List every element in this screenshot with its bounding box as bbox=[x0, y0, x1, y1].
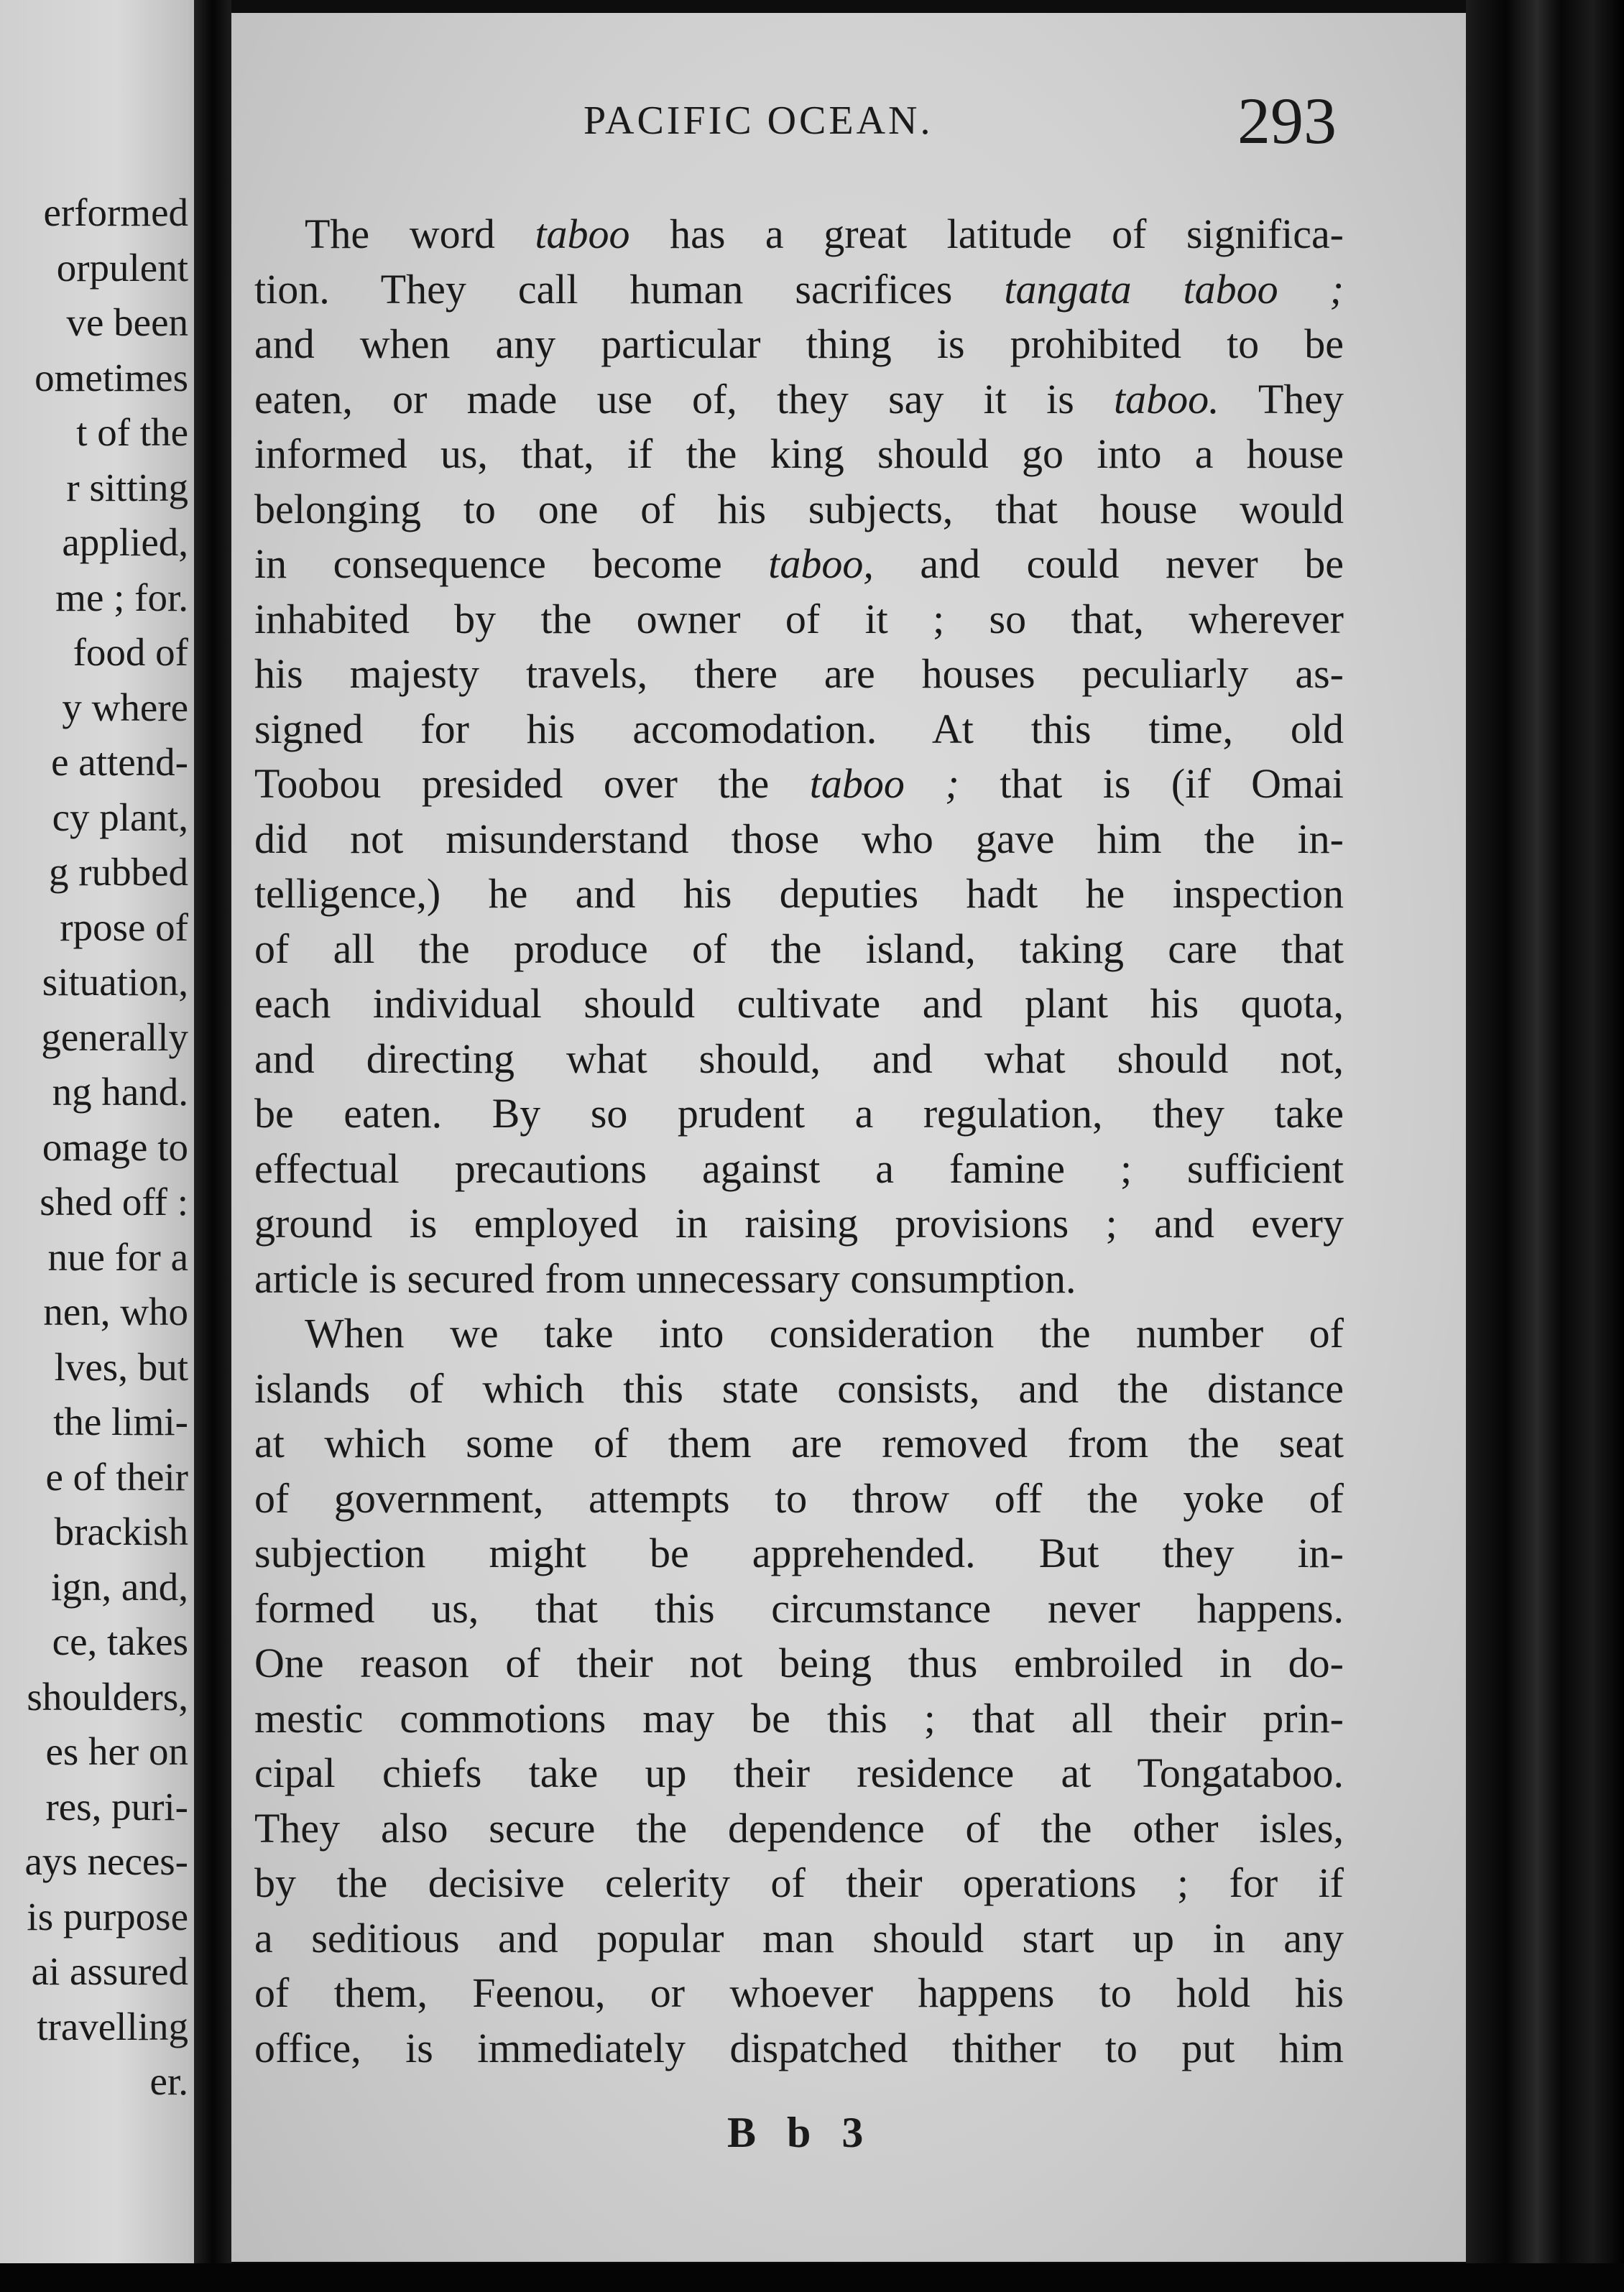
facing-page-line: food of bbox=[73, 630, 188, 674]
facing-page-line: is purpose bbox=[27, 1894, 188, 1939]
text-run: eaten, or made use of, they say it is bbox=[254, 375, 1115, 422]
text-line bbox=[254, 482, 1344, 537]
text-line bbox=[254, 1801, 1344, 1857]
text-run: inhabited by the owner of it ; so that, wherever bbox=[254, 595, 1344, 642]
text-run: office, is immediately dispatched thither to put him bbox=[254, 2024, 1344, 2071]
text-run: by the decisive celerity of their operations ; for if bbox=[254, 1859, 1344, 1906]
facing-page-line: lves, but bbox=[54, 1344, 188, 1389]
text-run: mestic commotions may be this ; that all their prin- bbox=[254, 1694, 1344, 1742]
text-line bbox=[254, 702, 1344, 757]
text-line bbox=[254, 1911, 1344, 1967]
facing-page-line: situation, bbox=[42, 960, 188, 1004]
book-gutter bbox=[194, 0, 231, 2292]
facing-page-line: applied, bbox=[62, 520, 188, 564]
text-line bbox=[254, 1746, 1344, 1801]
facing-page-line: nue for a bbox=[47, 1234, 188, 1279]
text-line bbox=[254, 537, 1344, 592]
facing-page-line: ve been bbox=[66, 300, 188, 344]
text-line bbox=[254, 1086, 1344, 1142]
page-number: 293 bbox=[1237, 84, 1337, 157]
text-run: signed for his accomodation. At this time, old bbox=[254, 705, 1344, 752]
facing-page-line: r sitting bbox=[66, 465, 188, 509]
text-run: The word bbox=[305, 211, 535, 257]
text-run: formed us, that this circumstance never happens. bbox=[254, 1584, 1344, 1632]
text-run: and when any particular thing is prohibited to be bbox=[254, 320, 1344, 367]
text-run: of them, Feenou, or whoever happens to hold his bbox=[254, 1969, 1344, 2016]
text-line bbox=[254, 1032, 1344, 1087]
facing-page-line: t of the bbox=[76, 410, 188, 454]
facing-page-line: shed off : bbox=[40, 1180, 188, 1224]
text-run: belonging to one of his subjects, that house would bbox=[254, 485, 1344, 532]
text-line bbox=[254, 1581, 1344, 1637]
text-run: in consequence become bbox=[254, 540, 769, 587]
text-run: and could never be bbox=[873, 540, 1344, 587]
text-line bbox=[254, 1306, 1344, 1362]
text-line bbox=[254, 812, 1344, 867]
text-line bbox=[254, 1416, 1344, 1471]
text-line bbox=[254, 1636, 1344, 1691]
text-line bbox=[254, 1471, 1344, 1527]
text-run: effectual precautions against a famine ; sufficient bbox=[254, 1145, 1344, 1192]
facing-page-line: es her on bbox=[45, 1729, 188, 1773]
text-line bbox=[254, 262, 1344, 318]
printer-signature-mark: B b 3 bbox=[727, 2109, 874, 2156]
text-run: article is secured from unnecessary consumption. bbox=[254, 1254, 1076, 1302]
text-line bbox=[254, 317, 1344, 372]
facing-page-line: generally bbox=[41, 1015, 188, 1059]
text-line bbox=[254, 592, 1344, 647]
text-run: tion. They call human sacrifices bbox=[254, 265, 1005, 313]
text-line bbox=[254, 2021, 1344, 2076]
facing-page-line: brackish bbox=[54, 1510, 188, 1553]
facing-page-line: orpulent bbox=[56, 245, 188, 290]
facing-page-line: nen, who bbox=[43, 1290, 188, 1334]
text-line bbox=[254, 1526, 1344, 1581]
italic-term: tangata taboo ; bbox=[1004, 265, 1344, 313]
text-line bbox=[254, 757, 1344, 812]
text-line bbox=[254, 647, 1344, 702]
italic-term: taboo, bbox=[768, 540, 874, 587]
facing-page-line: the limi- bbox=[53, 1400, 188, 1443]
text-run: informed us, that, if the king should go into a house bbox=[254, 430, 1344, 477]
text-line bbox=[254, 1362, 1344, 1417]
italic-term: taboo ; bbox=[809, 760, 959, 807]
facing-page-line: shoulders, bbox=[27, 1674, 188, 1719]
italic-term: taboo. bbox=[1114, 375, 1219, 422]
text-run: at which some of them are removed from the seat bbox=[254, 1420, 1344, 1466]
facing-page-line: y where bbox=[62, 685, 188, 729]
text-line bbox=[254, 1142, 1344, 1197]
text-line bbox=[254, 427, 1344, 482]
text-run: Toobou presided over the bbox=[254, 760, 810, 807]
book-page bbox=[231, 13, 1466, 2262]
text-run: subjection might be apprehended. But they in- bbox=[254, 1530, 1344, 1576]
italic-term: taboo bbox=[535, 211, 630, 257]
facing-page-line: omage to bbox=[42, 1124, 188, 1169]
facing-page-line: res, puri- bbox=[45, 1784, 188, 1829]
text-run: be eaten. By so prudent a regulation, they take bbox=[254, 1090, 1344, 1137]
text-run: ground is employed in raising provisions ; and every bbox=[254, 1200, 1344, 1247]
text-line bbox=[254, 976, 1344, 1032]
facing-page-line: ays neces- bbox=[24, 1839, 188, 1883]
text-line bbox=[254, 207, 1344, 262]
text-run: and directing what should, and what should not, bbox=[254, 1035, 1344, 1082]
running-head bbox=[231, 84, 1466, 157]
facing-page-line: cy plant, bbox=[52, 795, 188, 839]
facing-page-line: ai assured bbox=[31, 1949, 188, 1993]
text-line bbox=[254, 1252, 1344, 1307]
facing-page-line: er. bbox=[149, 2059, 188, 2103]
text-line bbox=[254, 922, 1344, 977]
text-run: They also secure the dependence of the other isles, bbox=[254, 1804, 1344, 1852]
facing-page-line: me ; for. bbox=[55, 575, 188, 619]
text-run: One reason of their not being thus embroiled in do- bbox=[254, 1640, 1344, 1686]
facing-page-line: travelling bbox=[37, 2004, 188, 2048]
text-run: islands of which this state consists, and the distance bbox=[254, 1364, 1344, 1412]
text-line bbox=[254, 1966, 1344, 2021]
text-run: that is (if Omai bbox=[959, 760, 1344, 807]
text-run: did not misunderstand those who gave him the in- bbox=[254, 815, 1344, 862]
running-title: PACIFIC OCEAN. bbox=[583, 98, 933, 143]
facing-page-text bbox=[0, 185, 188, 2110]
text-run: his majesty travels, there are houses peculiarly as- bbox=[254, 650, 1344, 697]
facing-page-line: erformed bbox=[43, 190, 188, 234]
text-line bbox=[254, 1691, 1344, 1747]
text-run: each individual should cultivate and plant his quota, bbox=[254, 980, 1344, 1027]
text-line bbox=[254, 372, 1344, 428]
book-fore-edge bbox=[1466, 0, 1624, 2292]
facing-page-line: ce, takes bbox=[52, 1619, 188, 1663]
facing-page-line: ometimes bbox=[34, 355, 188, 399]
facing-page-fragment bbox=[0, 0, 194, 2263]
facing-page-line: g rubbed bbox=[49, 850, 188, 894]
text-run: telligence,) he and his deputies hadt he inspection bbox=[254, 870, 1344, 917]
text-line bbox=[254, 1196, 1344, 1252]
text-run: of government, attempts to throw off the yoke of bbox=[254, 1474, 1344, 1522]
scan-border bbox=[0, 2263, 1624, 2292]
text-run: a seditious and popular man should start up in any bbox=[254, 1914, 1344, 1961]
text-run: They bbox=[1219, 375, 1344, 422]
body-text bbox=[254, 207, 1344, 2076]
text-line bbox=[254, 1856, 1344, 1911]
text-run: When we take into consideration the number of bbox=[305, 1310, 1344, 1357]
facing-page-line: rpose of bbox=[60, 905, 188, 949]
facing-page-line: e of their bbox=[45, 1454, 188, 1499]
facing-page-line: e attend- bbox=[51, 740, 188, 784]
text-line bbox=[254, 867, 1344, 922]
facing-page-line: ng hand. bbox=[52, 1070, 188, 1114]
text-run: of all the produce of the island, taking care that bbox=[254, 925, 1344, 972]
text-run: has a great latitude of significa- bbox=[629, 211, 1344, 257]
text-run: cipal chiefs take up their residence at Tongataboo. bbox=[254, 1750, 1344, 1796]
facing-page-line: ign, and, bbox=[51, 1564, 188, 1609]
